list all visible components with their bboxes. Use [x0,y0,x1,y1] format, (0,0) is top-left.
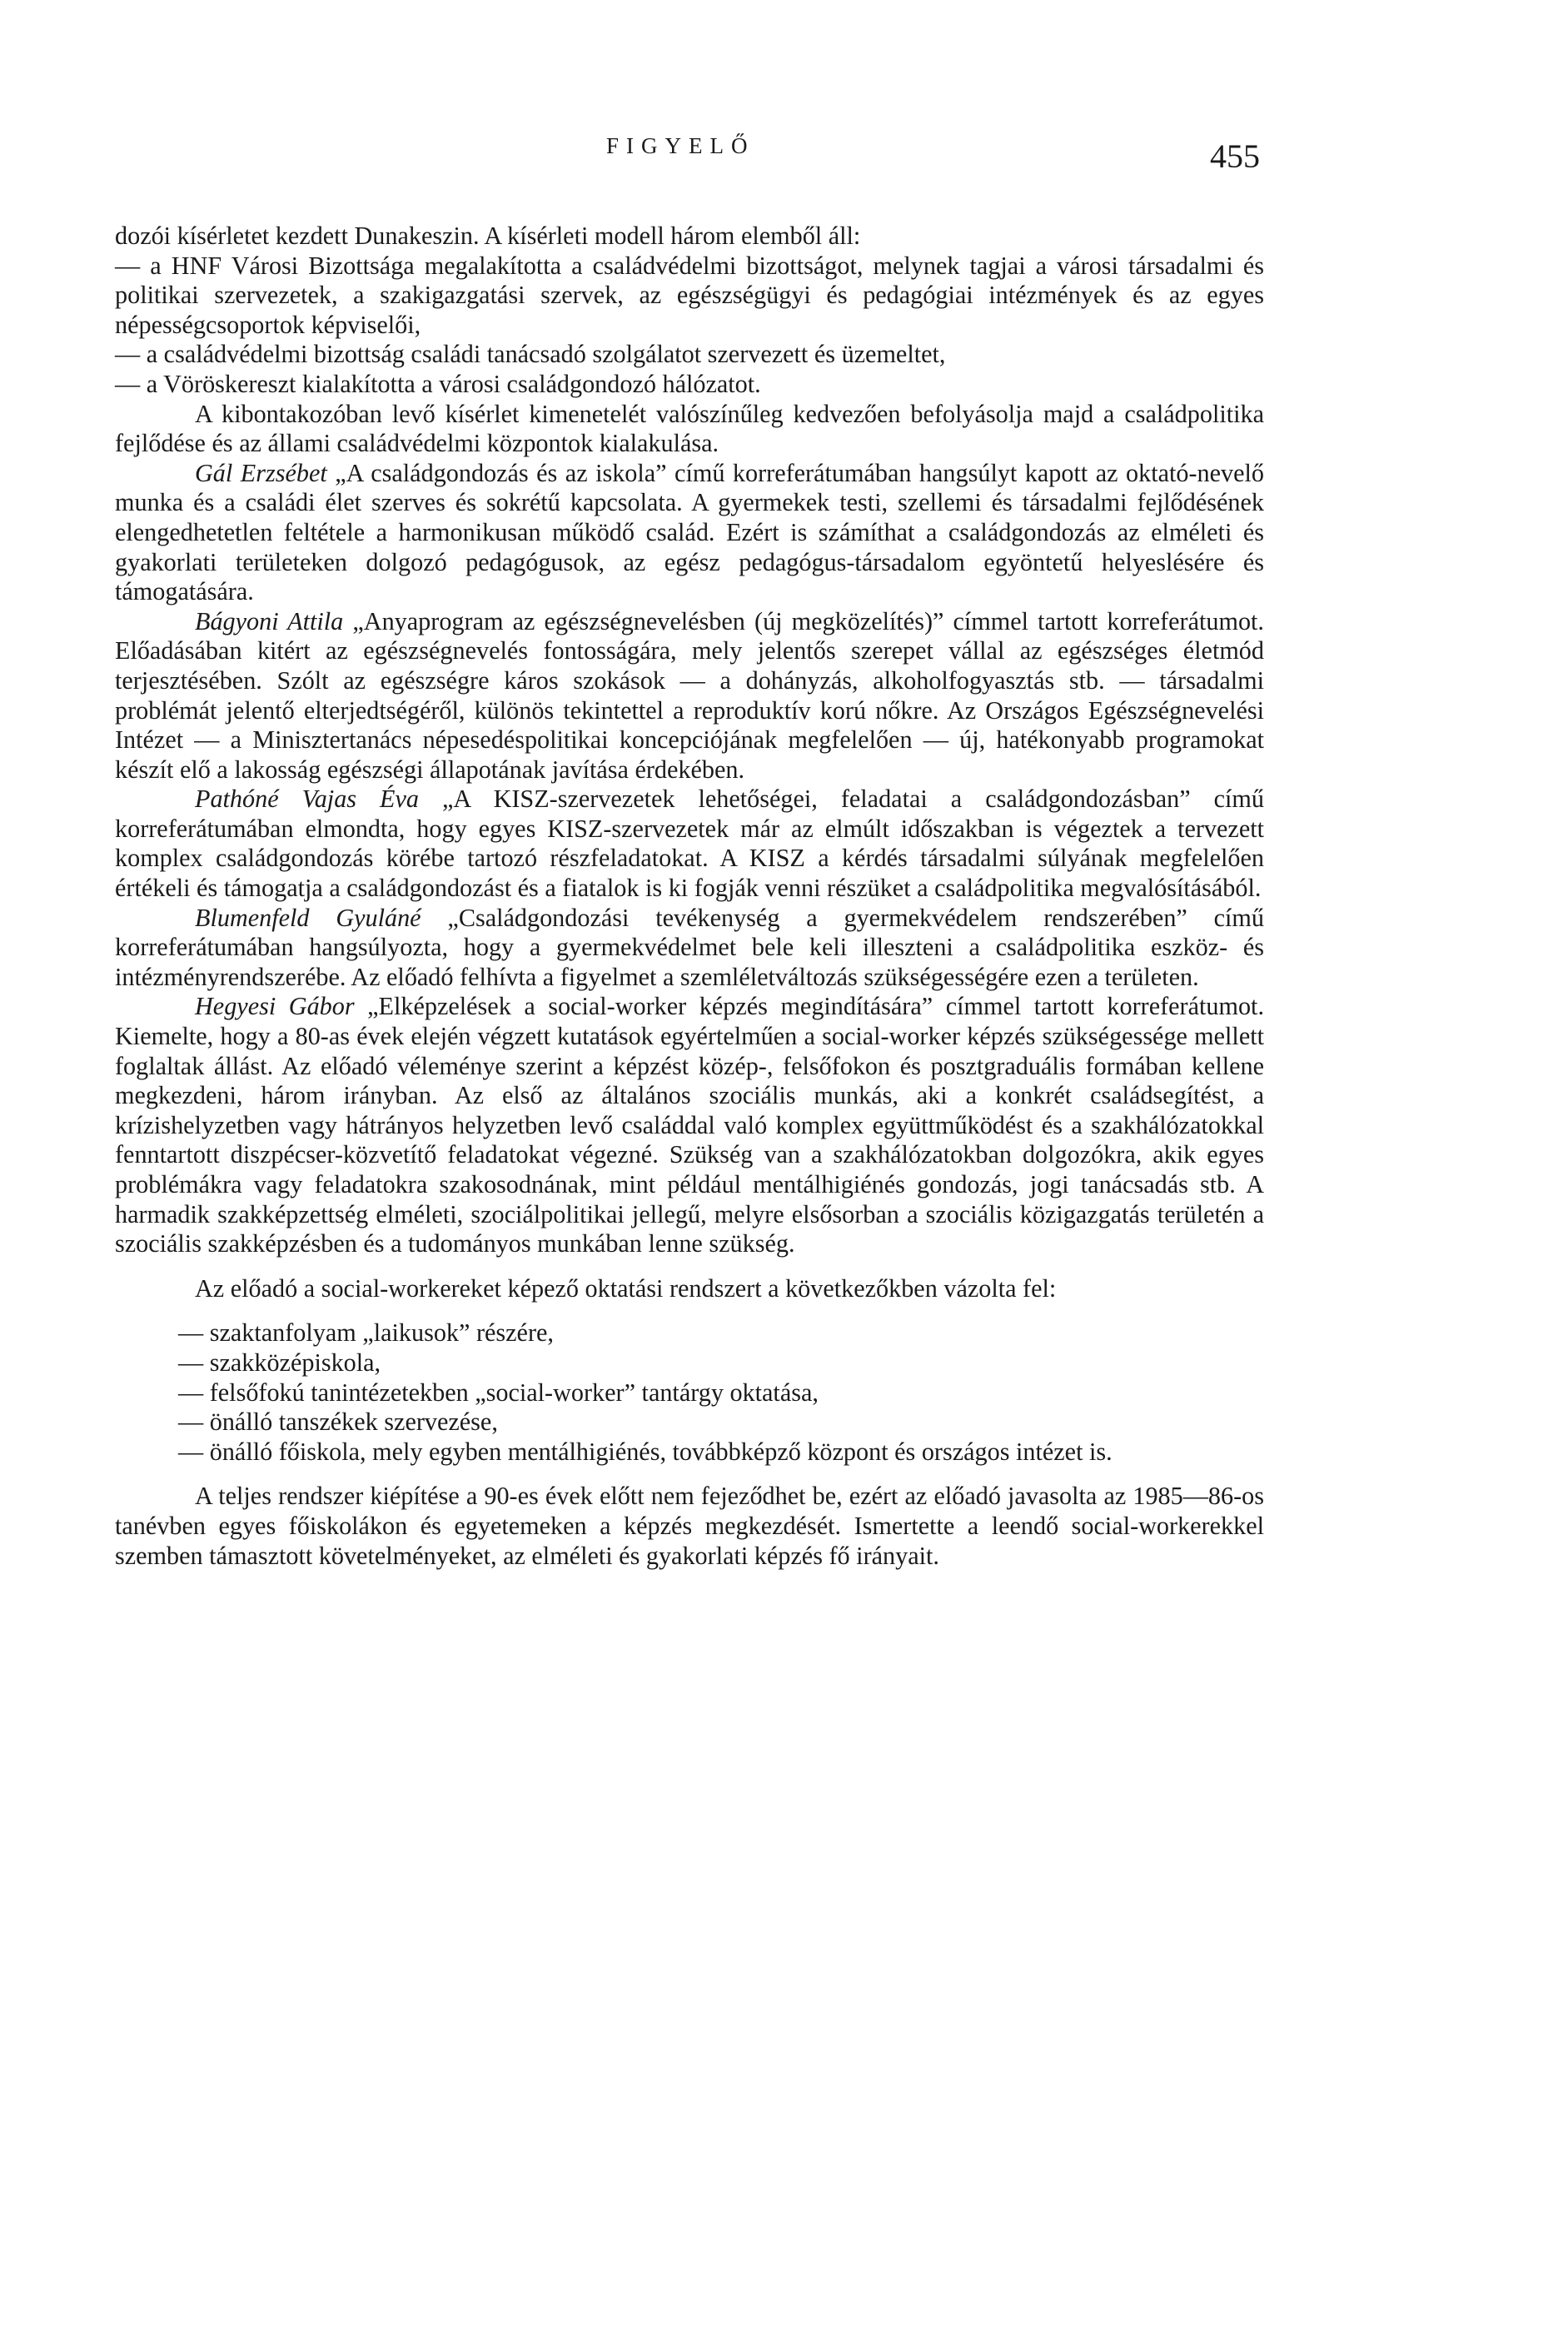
paragraph: dozói kísérletet kezdett Dunakeszin. A kísérleti modell három elemből áll: [115,222,861,250]
page-header [0,133,1568,175]
list-item: — szaktanfolyam „laikusok” részére, [178,1318,554,1348]
list-item: — önálló főiskola, mely egyben mentálhigiénés, továbbképző központ és országos intézet is. [178,1437,1113,1466]
speaker-name: Hegyesi Gábor [195,992,355,1021]
dash-item: — a családvédelmi bizottság családi tanácsadó szolgálatot szervezett és üzemeltet, [115,340,946,369]
list-item: — felsőfokú tanintézetekben „social-worker” tantárgy oktatása, [178,1378,819,1407]
paragraph [115,459,1264,607]
list-item: — önálló tanszékek szervezése, [178,1408,498,1437]
speaker-name: Blumenfeld Gyuláné [195,903,421,932]
training-list [115,1318,1264,1467]
running-title: FIGYELŐ [606,133,755,158]
paragraph-text: „Családgondozási tevékenység a gyermekvédelem rendszerében” című korreferátumában hangsúlyozta, hogy a gyermekvédelmet bele keli illeszteni a családpolitika eszköz- és intézményrendszerébe. Az előadó felhívta a figyelmet a szemléletváltozás szükségességére ezen a területen. [115,903,1265,991]
paragraph [115,785,1264,903]
speaker-name: Bágyoni Attila [195,606,344,635]
paragraph-text: „A családgondozás és az iskola” című korreferátumában hangsúlyt kapott az oktató-nevelő munka és a családi élet szerves és sokrétű kapcsolata. A gyermekek testi, szellemi és társadalmi fejlődésének elengedhetetlen feltétele a harmonikusan működő család. Ezért is számíthat a családgondozás az elméleti és gyakorlati területeken dolgozó pedagógusok, az egész pedagógus-társadalom egyöntetű helyeslésére és támogatására. [115,458,1264,606]
paragraph-text: „Anyaprogram az egészségnevelésben (új megközelítés)” címmel tartott korreferátumot. Előadásában kitért az egészségnevelés fontosságára, mely jelentős szerepet vállal az egészséges életmód terjesztésében. Szólt az egészségre káros szokások — a dohányzás, alkoholfogyasztás stb. — társadalmi problémát jelentő elterjedtségéről, különös tekintettel a reproduktív korú nőkre. Az Országos Egészségnevelési Intézet — a Minisztertanács népesedéspolitikai koncepciójának megfelelően — új, hatékonyabb programokat készít elő a lakosság egészségi állapotának javítása érdekében. [115,606,1264,784]
paragraph: A teljes rendszer kiépítése a 90-es évek előtt nem fejeződhet be, ezért az előadó javasolta az 1985—86-os tanévben egyes főiskolákon és egyetemeken a képzés megkezdését. Ismertette a leendő social-workerekkel szemben támasztott követelményeket, az elméleti és gyakorlati képzés fő irányait. [115,1482,1264,1570]
paragraph [115,607,1264,785]
speaker-name: Pathóné Vajas Éva [195,785,419,814]
paragraph: A kibontakozóban levő kísérlet kimenetelét valószínűleg kedvezően befolyásolja majd a családpolitika fejlődése és az állami családvédelmi központok kialakulása. [115,399,1264,458]
paragraph-text: „A KISZ-szervezetek lehetőségei, feladatai a családgondozásban” című korreferátumában elmondta, hogy egyes KISZ-szervezetek már az elmúlt időszakban is végeztek a tervezett komplex családgondozás körébe tartozó részfeladatokat. A KISZ a kérdés társadalmi súlyának megfelelően értékeli és támogatja a családgondozást és a fiatalok is ki fogják venni részüket a családpolitika megvalósításából. [115,785,1264,903]
page-number: 455 [1210,137,1260,175]
article-body [115,222,1264,1571]
paragraph-text: „Elképzelések a social-worker képzés megindítására” címmel tartott korreferátumot. Kiemelte, hogy a 80-as évek elején végzett kutatások egyértelműen a social-worker képzés szükségessége mellett foglaltak állást. Az előadó véleménye szerint a képzést közép-, felsőfokon és posztgraduális formában kellene megkezdeni, három irányban. Az első az általános szociális munkás, aki a konkrét családsegítést, a krízishelyzetben vagy hátrányos helyzetben levő családdal való komplex együttműködést és a szakhálózatokkal fenntartott diszpécser-közvetítő feladatokat végezné. Szükség van a szakhálózatokban dolgozókra, akik egyes problémákra vagy feladatokra szakosodnának, mint például mentálhigiénés gondozás, jogi tanácsadás stb. A harmadik szakképzettség elméleti, szociálpolitikai jellegű, melyre elsősorban a szociális közigazgatás területén a szociális szakképzésben és a tudományos munkában lenne szükség. [115,992,1264,1258]
list-item: — szakközépiskola, [178,1348,381,1377]
paragraph [115,992,1264,1258]
paragraph [115,904,1264,993]
speaker-name: Gál Erzsébet [195,458,327,487]
paragraph: Az előadó a social-workereket képező oktatási rendszert a következőkben vázolta fel: [195,1273,1057,1303]
dash-item: — a Vöröskereszt kialakította a városi családgondozó hálózatot. [115,369,761,398]
dash-item: — a HNF Városi Bizottsága megalakította a családvédelmi bizottságot, melynek tagjai a városi társadalmi és politikai szervezetek, a szakigazgatási szervek, az egészségügyi és pedagógiai intézmények és az egyes népességcsoportok képviselői, [115,251,1264,339]
